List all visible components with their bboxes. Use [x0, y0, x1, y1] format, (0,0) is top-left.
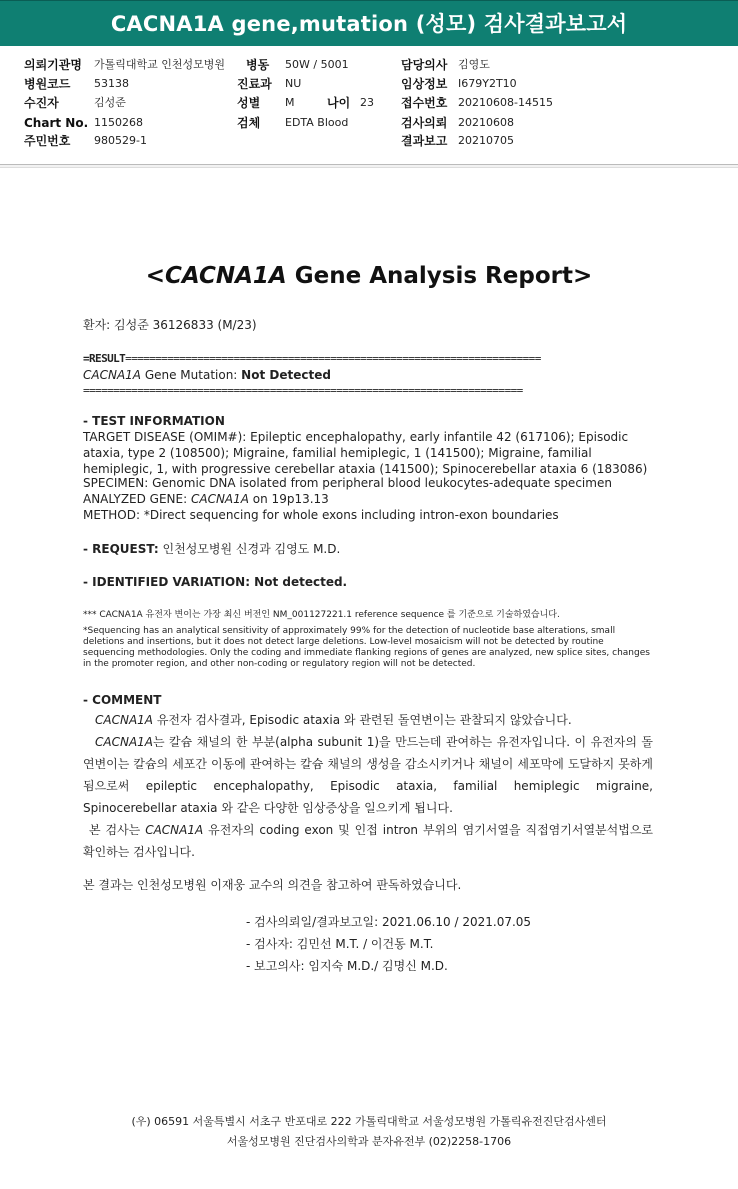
info-label: 성별	[237, 96, 261, 110]
section-divider	[0, 164, 738, 168]
title-gene: CACNA1A	[165, 263, 287, 289]
info-label: 의뢰기관명	[24, 58, 82, 72]
comment-gene: CACNA1A	[95, 713, 153, 727]
info-label: 수진자	[24, 96, 59, 110]
info-label: 담당의사	[401, 58, 448, 72]
result-rule-line	[83, 351, 653, 367]
comment-paragraph	[83, 819, 653, 863]
info-label: 병동	[246, 58, 270, 72]
info-label: 결과보고	[401, 134, 448, 148]
specimen: SPECIMEN: Genomic DNA isolated from peripheral blood leukocytes-adequate specimen	[83, 476, 612, 490]
info-label: Chart No.	[24, 116, 89, 130]
info-value: 20210608	[458, 116, 514, 129]
patient-info-panel	[0, 52, 738, 160]
info-value: 980529-1	[94, 134, 147, 147]
info-value: EDTA Blood	[285, 116, 349, 129]
method: METHOD: *Direct sequencing for whole exons including intron-exon boundaries	[83, 508, 559, 522]
info-label: 주민번호	[24, 134, 71, 148]
mutation-value: Not Detected	[241, 368, 331, 382]
info-label: 병원코드	[24, 77, 71, 91]
comment-text: 유전자 검사결과, Episodic ataxia 와 관련된 돌연변이는 관찰되지 않았습니다.	[153, 713, 572, 727]
analyzed-gene	[83, 491, 653, 507]
report-title	[0, 263, 738, 289]
title-bracket: <	[145, 263, 166, 289]
info-value: 53138	[94, 77, 129, 90]
report-header-title: CACNA1A gene,mutation (성모) 검사결과보고서	[110, 12, 628, 36]
footer-address: (우) 06591 서울특별시 서초구 반포대로 222 가톨릭대학교 서울성모병원 가톨릭유전진단검사센터	[131, 1115, 607, 1128]
info-value: NU	[285, 77, 302, 90]
opinion: 본 결과는 인천성모병원 이재웅 교수의 의견을 참고하여 판독하였습니다.	[83, 878, 462, 892]
request-value: 인천성모병원 신경과 김영도 M.D.	[158, 542, 341, 556]
analyzed-gene-name: CACNA1A	[190, 492, 249, 506]
result-rule: =====================================================================	[125, 352, 541, 365]
info-value: 23	[360, 96, 374, 109]
reference-note: *** CACNA1A 유전자 변이는 가장 최신 버전인 NM_001127221.1 reference sequence 를 기준으로 기술하였습니다.	[83, 610, 560, 620]
info-label: 검체	[237, 116, 261, 130]
full-rule: =========================================================================	[83, 384, 523, 397]
info-value: 1150268	[94, 116, 143, 129]
report-header-bar	[0, 0, 738, 46]
info-value: I679Y2T10	[458, 77, 517, 90]
examiner: - 검사자: 김민선 M.T. / 이건동 M.T.	[246, 937, 434, 951]
request	[83, 541, 653, 557]
mutation-text: Gene Mutation:	[141, 368, 242, 382]
info-label: 임상정보	[401, 77, 448, 91]
comment-heading: - COMMENT	[83, 693, 162, 707]
title-rest: Gene Analysis Report>	[286, 263, 593, 289]
comment-paragraph	[83, 731, 653, 819]
info-value: 가톨릭대학교 인천성모병원	[94, 58, 226, 71]
result-label: =RESULT	[83, 352, 126, 365]
comment-text: 는 칼슘 채널의 한 부분(alpha subunit 1)을 만드는데 관여하는 유전자입니다. 이 유전자의 돌연변이는 칼슘의 세포간 이동에 관여하는 칼슘 채널의 생성을 감소시키거나 채널이 세포막에 도달하지 못하게 됨으로써 epileptic encephalopathy, Episodic ataxia, familial hemiplegic migraine, Spinocerebellar ataxia 와 같은 다양한 임상증상을 일으키게 됩니다.	[83, 735, 653, 815]
identified-variation: - IDENTIFIED VARIATION: Not detected.	[83, 575, 348, 589]
mutation-gene: CACNA1A	[83, 368, 141, 382]
info-value: 20210608-14515	[458, 96, 553, 109]
info-label: 검사의뢰	[401, 116, 448, 130]
analyzed-gene-label: ANALYZED GENE:	[83, 492, 191, 506]
mutation-result	[83, 367, 653, 383]
patient-line: 환자: 김성준 36126833 (M/23)	[83, 318, 257, 332]
comment-gene: CACNA1A	[95, 735, 153, 749]
info-value: 김영도	[458, 58, 490, 71]
reporting-physician: - 보고의사: 임지숙 M.D./ 김명신 M.D.	[246, 959, 448, 973]
info-value: 50W / 5001	[285, 58, 349, 71]
info-value: 20210705	[458, 134, 514, 147]
request-label: - REQUEST:	[83, 542, 159, 556]
target-disease: TARGET DISEASE (OMIM#): Epileptic encephalopathy, early infantile 42 (617106); Episodic ataxia, type 2 (108500); Migraine, familial hemiplegic, 1 (141500); Migraine, familial hemiplegic, 1, with progressive cerebellar ataxia (141500); Spinocerebellar ataxia 6 (183086)	[83, 430, 648, 476]
test-info-heading: - TEST INFORMATION	[83, 414, 225, 428]
info-value: 김성준	[94, 96, 126, 109]
footer-contact: 서울성모병원 진단검사의학과 분자유전부 (02)2258-1706	[226, 1135, 512, 1148]
info-label: 나이	[327, 96, 351, 110]
comment-paragraph	[83, 709, 653, 731]
info-value: M	[285, 96, 295, 109]
comment-gene: CACNA1A	[145, 823, 204, 837]
comment-body	[83, 709, 653, 863]
comment-text: 유전자의 coding exon 및 인접 intron 부위의 염기서열을 직접염기서열분석법으로 확인하는 검사입니다.	[83, 823, 654, 859]
report-dates: - 검사의뢰일/결과보고일: 2021.06.10 / 2021.07.05	[246, 915, 532, 929]
info-label: 진료과	[237, 77, 272, 91]
info-label: 접수번호	[401, 96, 448, 110]
analyzed-gene-location: on 19p13.13	[248, 492, 329, 506]
comment-text: 본 검사는	[89, 823, 146, 837]
sensitivity-note: *Sequencing has an analytical sensitivity of approximately 99% for the detection of nucleotide base alterations, small deletions and insertions, but it does not detect large deletions. Low-level mosaicism will not be detected by routine sequencing methodologies. Only the coding and immediate flanking regions of genes are analyzed, new splice sites, changes in the promoter region, and other non-coding or regulatory region will not be detected.	[83, 626, 650, 669]
